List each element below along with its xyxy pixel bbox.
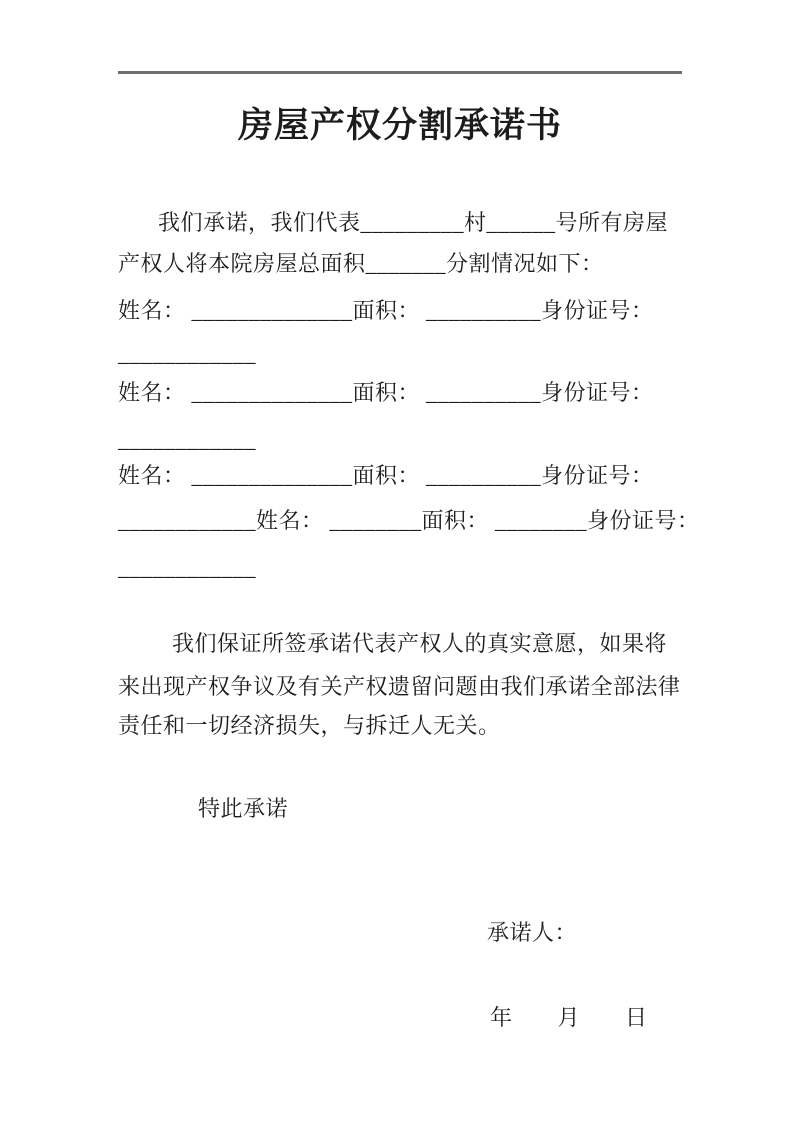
intro-line-1: 我们承诺，我们代表_________村______号所有房屋 xyxy=(158,210,669,235)
pledge-line-2: 来出现产权争议及有关产权遗留问题由我们承诺全部法律 xyxy=(118,674,681,699)
pledge-line-1: 我们保证所签承诺代表产权人的真实意愿，如果将 xyxy=(172,631,668,656)
owner-row-4-inline: ____________姓名： ________面积： ________身份证号： xyxy=(118,508,700,533)
owner-row-1: 姓名： ______________面积： __________身份证号： xyxy=(118,298,654,323)
signature-label: 承诺人： xyxy=(487,920,578,945)
intro-line-2: 产权人将本院房屋总面积_______分割情况如下： xyxy=(118,251,604,276)
header-rule xyxy=(118,71,682,74)
owner-row-1-continuation: ____________ xyxy=(118,341,256,366)
pledge-line-3: 责任和一切经济损失，与拆迁人无关。 xyxy=(118,713,501,738)
date-placeholder: 年 月 日 xyxy=(490,1005,648,1030)
owner-row-2: 姓名： ______________面积： __________身份证号： xyxy=(118,380,654,405)
owner-row-4-continuation: ____________ xyxy=(118,555,256,580)
closing-statement: 特此承诺 xyxy=(198,796,289,821)
document-title: 房屋产权分割承诺书 xyxy=(237,106,562,145)
owner-row-2-continuation: ____________ xyxy=(118,427,256,452)
owner-row-3: 姓名： ______________面积： __________身份证号： xyxy=(118,463,654,488)
